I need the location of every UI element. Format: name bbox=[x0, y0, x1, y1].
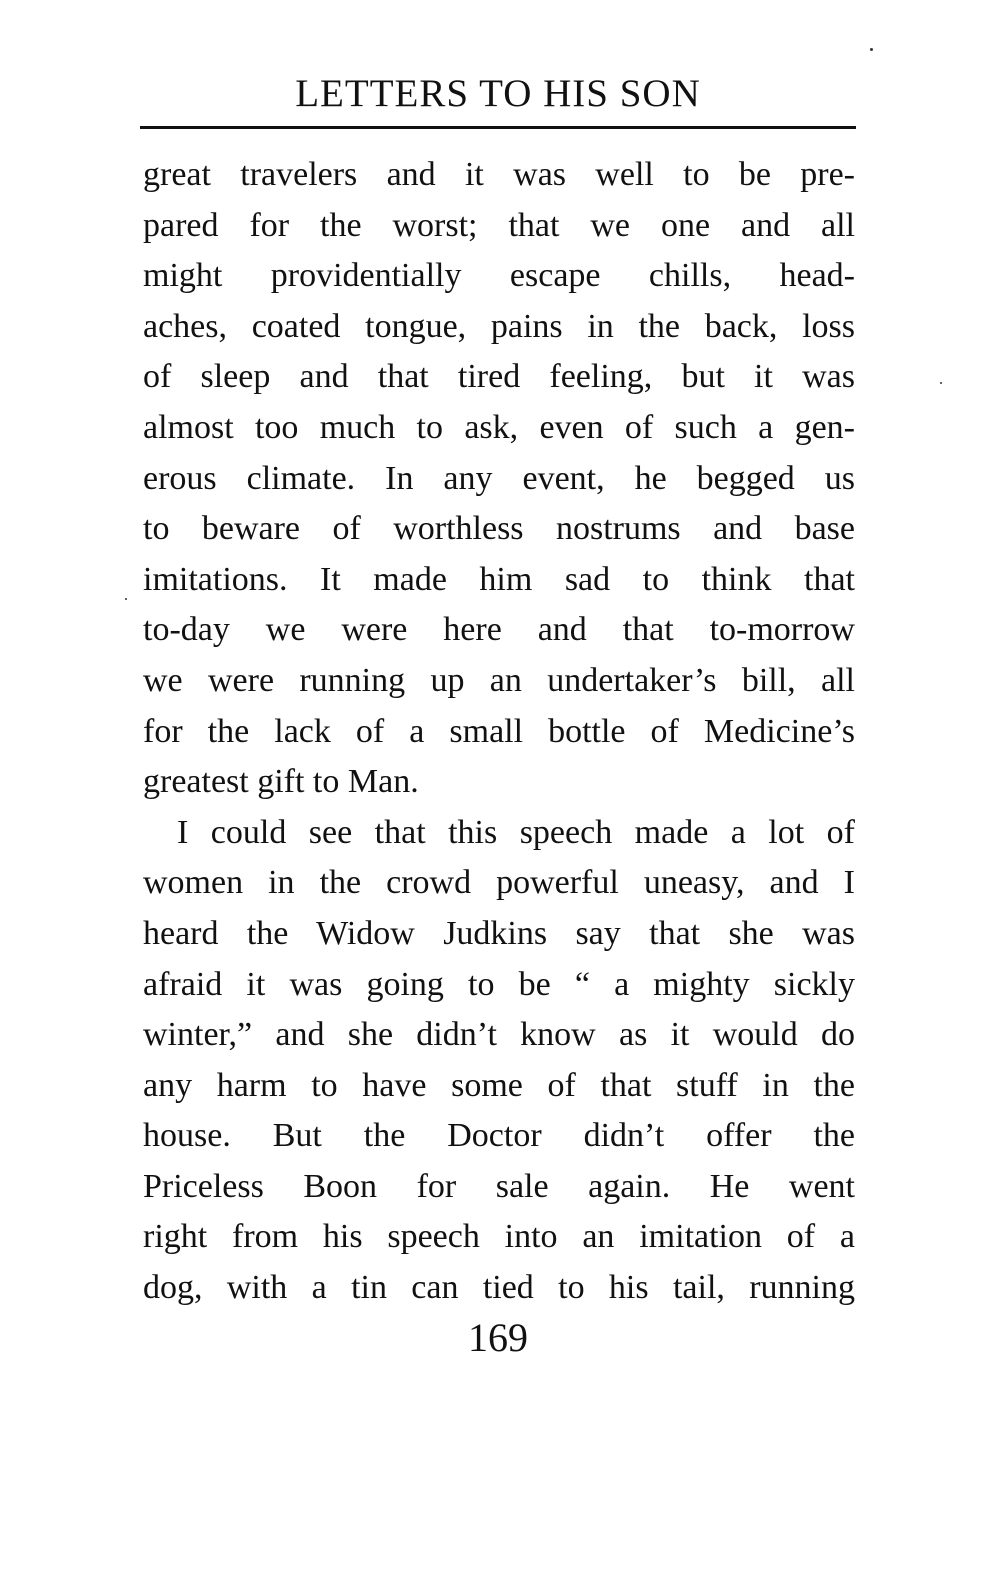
print-speck bbox=[940, 382, 942, 384]
body-text bbox=[143, 150, 855, 1314]
text-line: greatest gift to Man. bbox=[143, 763, 419, 801]
paragraph-1 bbox=[143, 150, 855, 808]
print-speck bbox=[870, 48, 873, 51]
print-speck bbox=[125, 598, 127, 600]
text-line: afraid it was going to be “ a mighty sickly bbox=[143, 965, 855, 1003]
text-line: right from his speech into an imitation of a bbox=[143, 1218, 855, 1256]
text-line: great travelers and it was well to be pre- bbox=[143, 156, 855, 193]
text-line: I could see that this speech made a lot of bbox=[177, 813, 855, 851]
header-rule bbox=[140, 126, 856, 129]
text-line: almost too much to ask, even of such a gen- bbox=[143, 408, 855, 446]
text-line: to-day we were here and that to-morrow bbox=[143, 611, 855, 649]
text-line: of sleep and that tired feeling, but it was bbox=[143, 358, 855, 396]
text-line: any harm to have some of that stuff in the bbox=[143, 1066, 855, 1104]
text-line: house. But the Doctor didn’t offer the bbox=[143, 1117, 855, 1155]
page-number: 169 bbox=[468, 1315, 528, 1360]
text-line: might providentially escape chills, head- bbox=[143, 257, 855, 295]
text-line: pared for the worst; that we one and all bbox=[143, 206, 855, 244]
text-line: for the lack of a small bottle of Medicine’s bbox=[143, 712, 855, 750]
text-line: Priceless Boon for sale again. He went bbox=[143, 1167, 855, 1205]
paragraph-2 bbox=[143, 808, 855, 1314]
running-head: LETTERS TO HIS SON bbox=[295, 72, 701, 115]
text-line: dog, with a tin can tied to his tail, running bbox=[143, 1269, 855, 1307]
text-line: heard the Widow Judkins say that she was bbox=[143, 914, 855, 952]
text-line: imitations. It made him sad to think that bbox=[143, 560, 855, 598]
text-line: aches, coated tongue, pains in the back, loss bbox=[143, 307, 855, 345]
text-line: to beware of worthless nostrums and base bbox=[143, 510, 855, 548]
text-line: erous climate. In any event, he begged us bbox=[143, 459, 855, 497]
text-line: women in the crowd powerful uneasy, and I bbox=[143, 864, 855, 902]
text-line: we were running up an undertaker’s bill, all bbox=[143, 661, 855, 699]
text-line: winter,” and she didn’t know as it would do bbox=[143, 1016, 855, 1054]
